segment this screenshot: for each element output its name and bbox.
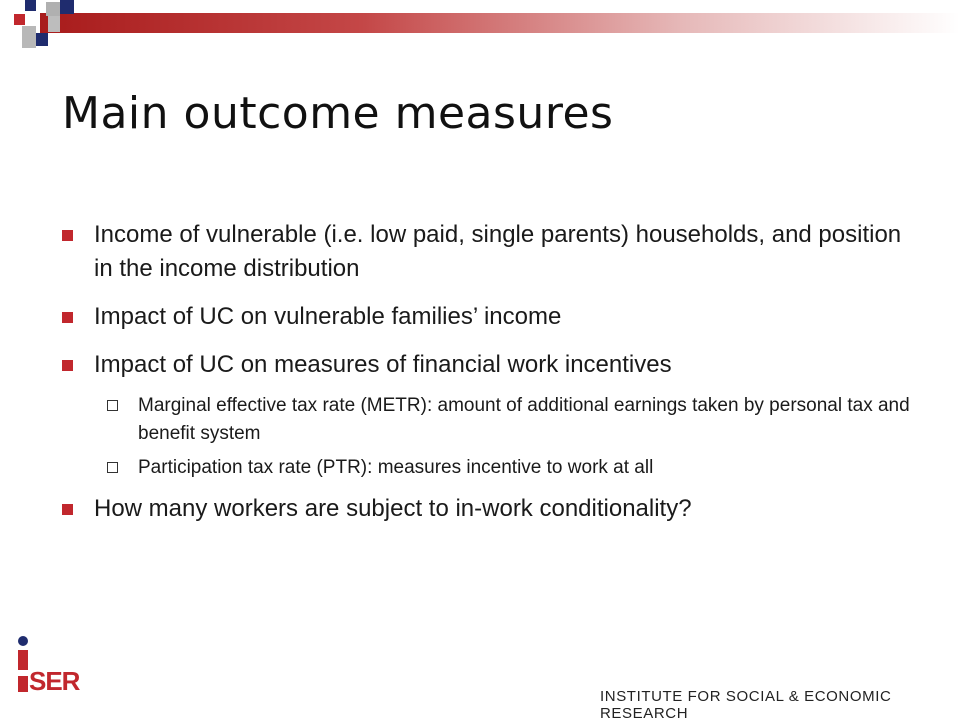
header-gradient-bar [40,13,960,33]
decor-square-gray [22,26,36,48]
sub-bullet-item [60,392,920,448]
square-bullet-icon [62,360,73,371]
bullet-item [60,492,920,526]
decor-square-navy [36,33,48,46]
hollow-square-bullet-icon [107,400,118,411]
sub-bullet-text: Marginal effective tax rate (METR): amount of additional earnings taken by personal tax and benefit system [138,395,910,444]
bullet-text: Income of vulnerable (i.e. low paid, single parents) households, and position in the income distribution [94,221,902,282]
decor-square-gray [46,2,60,16]
bullet-text: Impact of UC on measures of financial work incentives [94,351,672,378]
logo-text: SER [29,666,80,696]
bullet-text: Impact of UC on vulnerable families’ income [94,303,562,330]
decor-square-red [14,14,25,25]
decor-square-navy [60,0,74,14]
hollow-square-bullet-icon [107,462,118,473]
square-bullet-icon [62,312,73,323]
logo-dot-icon [18,636,28,646]
institute-name: INSTITUTE FOR SOCIAL & ECONOMIC RESEARCH [600,688,892,720]
logo-i-gap [14,670,28,676]
decor-square-navy [25,0,36,11]
bullet-item [60,300,920,334]
iser-logo [12,636,92,706]
square-bullet-icon [62,504,73,515]
slide-title: Main outcome measures [62,88,614,139]
sub-bullet-text: Participation tax rate (PTR): measures incentive to work at all [138,457,654,478]
bullet-item [60,348,920,382]
decor-square-gray [48,16,60,32]
bullet-item [60,218,920,286]
square-bullet-icon [62,230,73,241]
bullet-text: How many workers are subject to in-work conditionality? [94,495,692,522]
sub-bullet-item [60,454,920,482]
bullet-list [60,218,920,540]
